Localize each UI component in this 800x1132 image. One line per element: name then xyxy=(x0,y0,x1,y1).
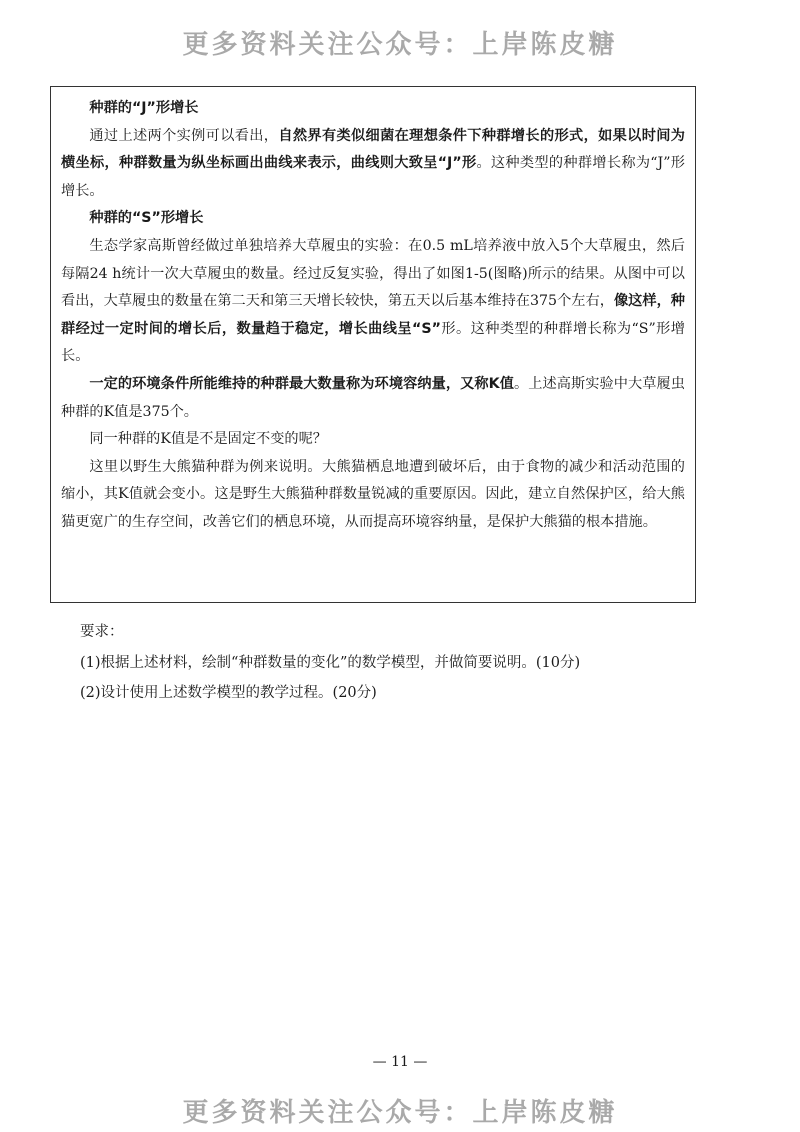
s-paragraph-lead: 生态学家高斯曾经做过单独培养大草履虫的实验：在0.5 mL培养液中放入5个大草履虫，然后每隔24 h统计一次大草履虫的数量。经过反复实验，得出了如图1-5(图略)所示的结果。从图中可以看出，大草履虫的数量在第二天和第三天增长较快，第五天以后基本维持在375个左右， xyxy=(61,237,685,310)
watermark-bottom: 更多资料关注公众号：上岸陈皮糖 xyxy=(182,1098,618,1128)
j-growth-heading: 种群的“J”形增长 xyxy=(89,100,199,116)
page-number: — 11 — xyxy=(372,1054,428,1070)
k-value-question: 同一种群的K值是不是固定不变的呢？ xyxy=(89,431,327,448)
requirements-title: 要求： xyxy=(80,624,124,640)
j-paragraph-lead: 通过上述两个实例可以看出， xyxy=(89,127,279,144)
j-paragraph-bold: 自然界有类似细菌在理想条件下种群增长的形式，如果以时间为横坐标，种群数量为纵坐标画出曲线来表示，曲线则大致呈“J”形 xyxy=(61,127,685,172)
material-box xyxy=(50,86,696,603)
requirement-item-2: (2)设计使用上述数学模型的教学过程。(20分) xyxy=(80,685,377,701)
watermark-top: 更多资料关注公众号：上岸陈皮糖 xyxy=(182,30,618,60)
k-value-paragraph xyxy=(61,371,685,426)
panda-paragraph: 这里以野生大熊猫种群为例来说明。大熊猫栖息地遭到破坏后，由于食物的减少和活动范围的缩小，其K值就会变小。这是野生大熊猫种群数量锐减的重要原因。因此，建立自然保护区，给大熊猫更宽广的生存空间，改善它们的栖息环境，从而提高环境容纳量，是保护大熊猫的根本措施。 xyxy=(61,458,685,530)
k-paragraph-bold: 一定的环境条件所能维持的种群最大数量称为环境容纳量，又称K值 xyxy=(89,375,514,392)
k-paragraph-tail: 。上述高斯实验中大草履虫种群的K值是375个。 xyxy=(61,375,685,420)
j-paragraph-tail: 。这种类型的种群增长称为“J”形增长。 xyxy=(61,155,685,199)
s-paragraph-bold: 像这样，种群经过一定时间的增长后，数量趋于稳定，增长曲线呈“S” xyxy=(61,293,685,337)
s-paragraph-tail: 形。这种类型的种群增长称为“S”形增长。 xyxy=(61,320,685,365)
s-growth-paragraph xyxy=(61,233,685,371)
j-growth-paragraph xyxy=(61,123,685,206)
requirements-section xyxy=(80,618,720,708)
s-growth-heading: 种群的“S”形增长 xyxy=(89,210,204,227)
requirement-item-1: (1)根据上述材料，绘制“种群数量的变化”的数学模型，并做简要说明。(10分) xyxy=(80,655,581,671)
